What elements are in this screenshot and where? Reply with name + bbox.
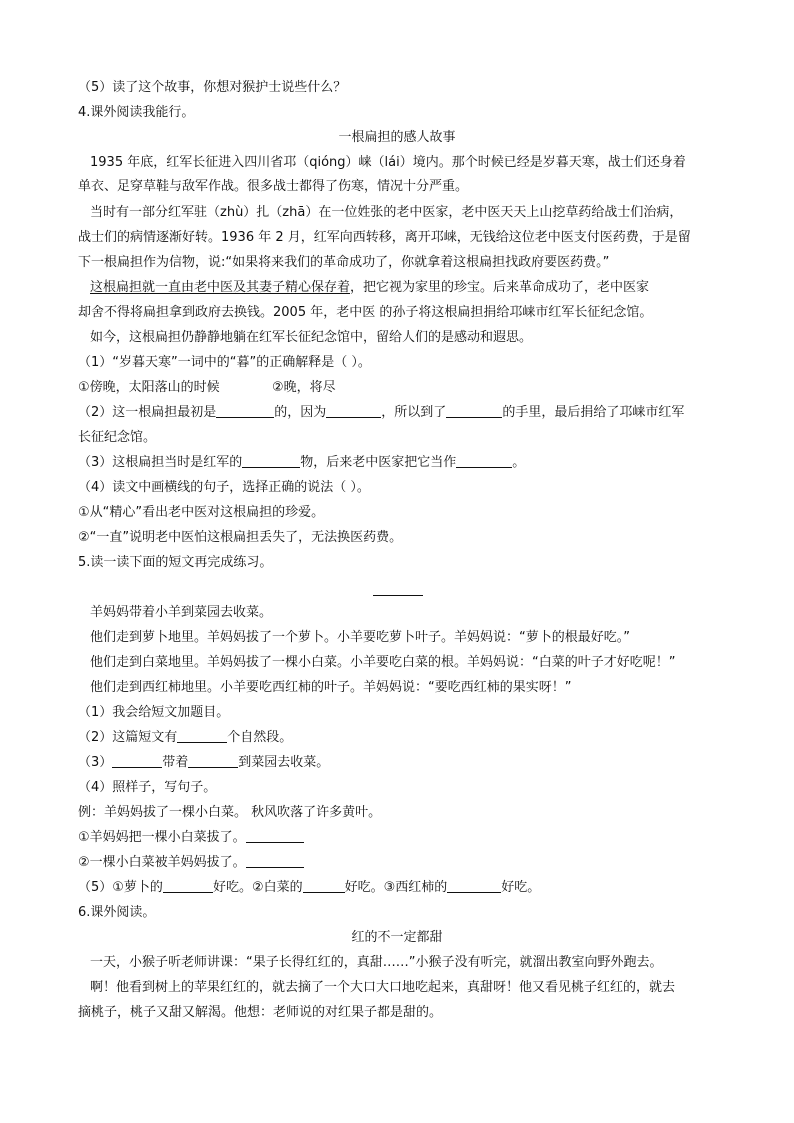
blank[interactable] [447, 880, 501, 893]
s5-q2-text-a: （2）这篇短文有 [78, 730, 178, 745]
s4-question-1: （1）“岁暮天寒”一词中的“暮”的正确解释是（ ）。 [78, 355, 371, 370]
blank[interactable] [303, 880, 345, 893]
blank[interactable] [246, 830, 304, 843]
s4-q1-option-1: ①傍晚，太阳落山的时候 [78, 380, 220, 395]
s4-q1-option-2: ②晚，将尽 [272, 380, 336, 395]
s4-q2-text-b: 的，因为 [274, 405, 327, 420]
s5-q5-text-a: （5）①萝卜的 [78, 880, 163, 895]
story1-p3-line2: 却舍不得将扁担拿到政府去换钱。2005 年，老中医 的孙子将这根扁担捐给邛崃市红军长征纪念馆。 [78, 305, 653, 320]
s5-sentence-2 [78, 855, 304, 871]
s4-q3-text-b: 物，后来老中医家把它当作 [300, 455, 457, 470]
blank[interactable] [188, 755, 238, 768]
blank[interactable] [446, 405, 502, 418]
story1-p2-line2: 战士们的病情逐渐好转。1936 年 2 月，红军向西转移，离开邛崃，无钱给这位老中医支付医药费，于是留 [78, 230, 691, 245]
story3-p2-line2: 摘桃子，桃子又甜又解渴。他想：老师说的对红果子都是甜的。 [78, 1005, 443, 1020]
blank[interactable] [163, 880, 213, 893]
story1-p3-rest: ，把它视为家里的珍宝。后来革命成功了，老中医家 [350, 280, 650, 295]
s4-question-4: （4）读文中画横线的句子，选择正确的说法（ ）。 [78, 480, 370, 495]
s4-q2-text-d: 的手里，最后捐给了邛崃市红军 [502, 405, 685, 420]
story1-p4: 如今，这根扁担仍静静地躺在红军长征纪念馆中，留给人们的是感动和遐思。 [90, 330, 533, 345]
s4-question-3 [78, 455, 525, 471]
story2-p1: 羊妈妈带着小羊到菜园去收菜。 [90, 605, 273, 620]
blank[interactable] [326, 405, 381, 418]
section5-heading: 5.读一读下面的短文再完成练习。 [78, 555, 273, 570]
story3-p2-line1: 啊！他看到树上的苹果红红的，就去摘了一个大口大口地吃起来，真甜呀！他又看见桃子红红的，就去 [90, 980, 676, 995]
prev-question-5: （5）读了这个故事，你想对猴护士说些什么？ [78, 80, 347, 95]
story1-p1-line1: 1935 年底，红军长征进入四川省邛（qióng）崃（lái）境内。那个时候已经是岁暮天寒，战士们还身着 [90, 155, 686, 170]
s4-question-2 [78, 405, 684, 421]
blank[interactable] [456, 455, 512, 468]
s5-question-1: （1）我会给短文加题目。 [78, 705, 230, 720]
s5-q5-text-c: 好吃。③西红柿的 [344, 880, 448, 895]
story1-p2-line3: 下一根扁担作为信物，说:“如果将来我们的革命成功了，你就拿着这根扁担找政府要医药费。” [78, 255, 610, 270]
story2-p2: 他们走到萝卜地里。羊妈妈拔了一个萝卜。小羊要吃萝卜叶子。羊妈妈说：“萝卜的根最好吃。” [90, 630, 630, 645]
blank[interactable] [112, 755, 162, 768]
s4-q2-text-a: （2）这一根扁担最初是 [78, 405, 217, 420]
s5-q5-text-b: 好吃。②白菜的 [212, 880, 303, 895]
story1-p1-line2: 单衣、足穿草鞋与敌军作战。很多战士都得了伤寒，情况十分严重。 [78, 179, 469, 194]
blank[interactable] [246, 855, 304, 868]
story2-p4: 他们走到西红柿地里。小羊要吃西红柿的叶子。羊妈妈说：“要吃西红柿的果实呀！” [90, 680, 572, 695]
s5-question-2 [78, 730, 292, 746]
title-blank-line[interactable] [373, 595, 423, 596]
story2-p3: 他们走到白菜地里。羊妈妈拔了一棵小白菜。小羊要吃白菜的根。羊妈妈说：“白菜的叶子才好吃呢！” [90, 655, 676, 670]
s5-question-5 [78, 880, 540, 896]
story1-p3-line1 [90, 280, 649, 296]
story1-p2-line1: 当时有一部分红军驻（zhù）扎（zhā）在一位姓张的老中医家，老中医天天上山挖草药给战士们治病， [90, 205, 683, 220]
s5-q3-text-a: （3） [78, 755, 113, 770]
blank[interactable] [177, 730, 227, 743]
section4-heading: 4.课外阅读我能行。 [78, 105, 195, 120]
s5-question-3 [78, 755, 329, 771]
s4-q4-option-2: ②“一直”说明老中医怕这根扁担丢失了，无法换医药费。 [78, 530, 403, 545]
s4-q3-text-a: （3）这根扁担当时是红军的 [78, 455, 243, 470]
s5-q3-text-c: 到菜园去收菜。 [238, 755, 330, 770]
story3-title: 红的不一定都甜 [351, 930, 443, 945]
s5-s1-text: ①羊妈妈把一棵小白菜拔了。 [78, 830, 246, 845]
section6-heading: 6.课外阅读。 [78, 905, 156, 920]
s5-sentence-1 [78, 830, 304, 846]
s5-s2-text: ②一棵小白菜被羊妈妈拔了。 [78, 855, 246, 870]
s4-q2-line2: 长征纪念馆。 [78, 430, 157, 445]
underlined-sentence: 这根扁担就一直由老中医及其妻子精心保存着 [90, 280, 351, 295]
s5-q3-text-b: 带着 [162, 755, 189, 770]
story3-p1: 一天，小猴子听老师讲课：“果子长得红红的，真甜……”小猴子没有听完，就溜出教室向野外跑去。 [90, 955, 663, 970]
s5-example: 例：羊妈妈拔了一棵小白菜。 秋风吹落了许多黄叶。 [78, 805, 382, 820]
s5-q2-text-b: 个自然段。 [227, 730, 293, 745]
s4-q3-text-c: 。 [512, 455, 526, 470]
blank[interactable] [216, 405, 274, 418]
blank[interactable] [242, 455, 300, 468]
story1-title: 一根扁担的感人故事 [338, 130, 456, 145]
s4-q2-text-c: ，所以到了 [381, 405, 447, 420]
s5-question-4: （4）照样子，写句子。 [78, 780, 217, 795]
s5-q5-text-d: 好吃。 [501, 880, 541, 895]
s4-q4-option-1: ①从“精心”看出老中医对这根扁担的珍爱。 [78, 505, 325, 520]
